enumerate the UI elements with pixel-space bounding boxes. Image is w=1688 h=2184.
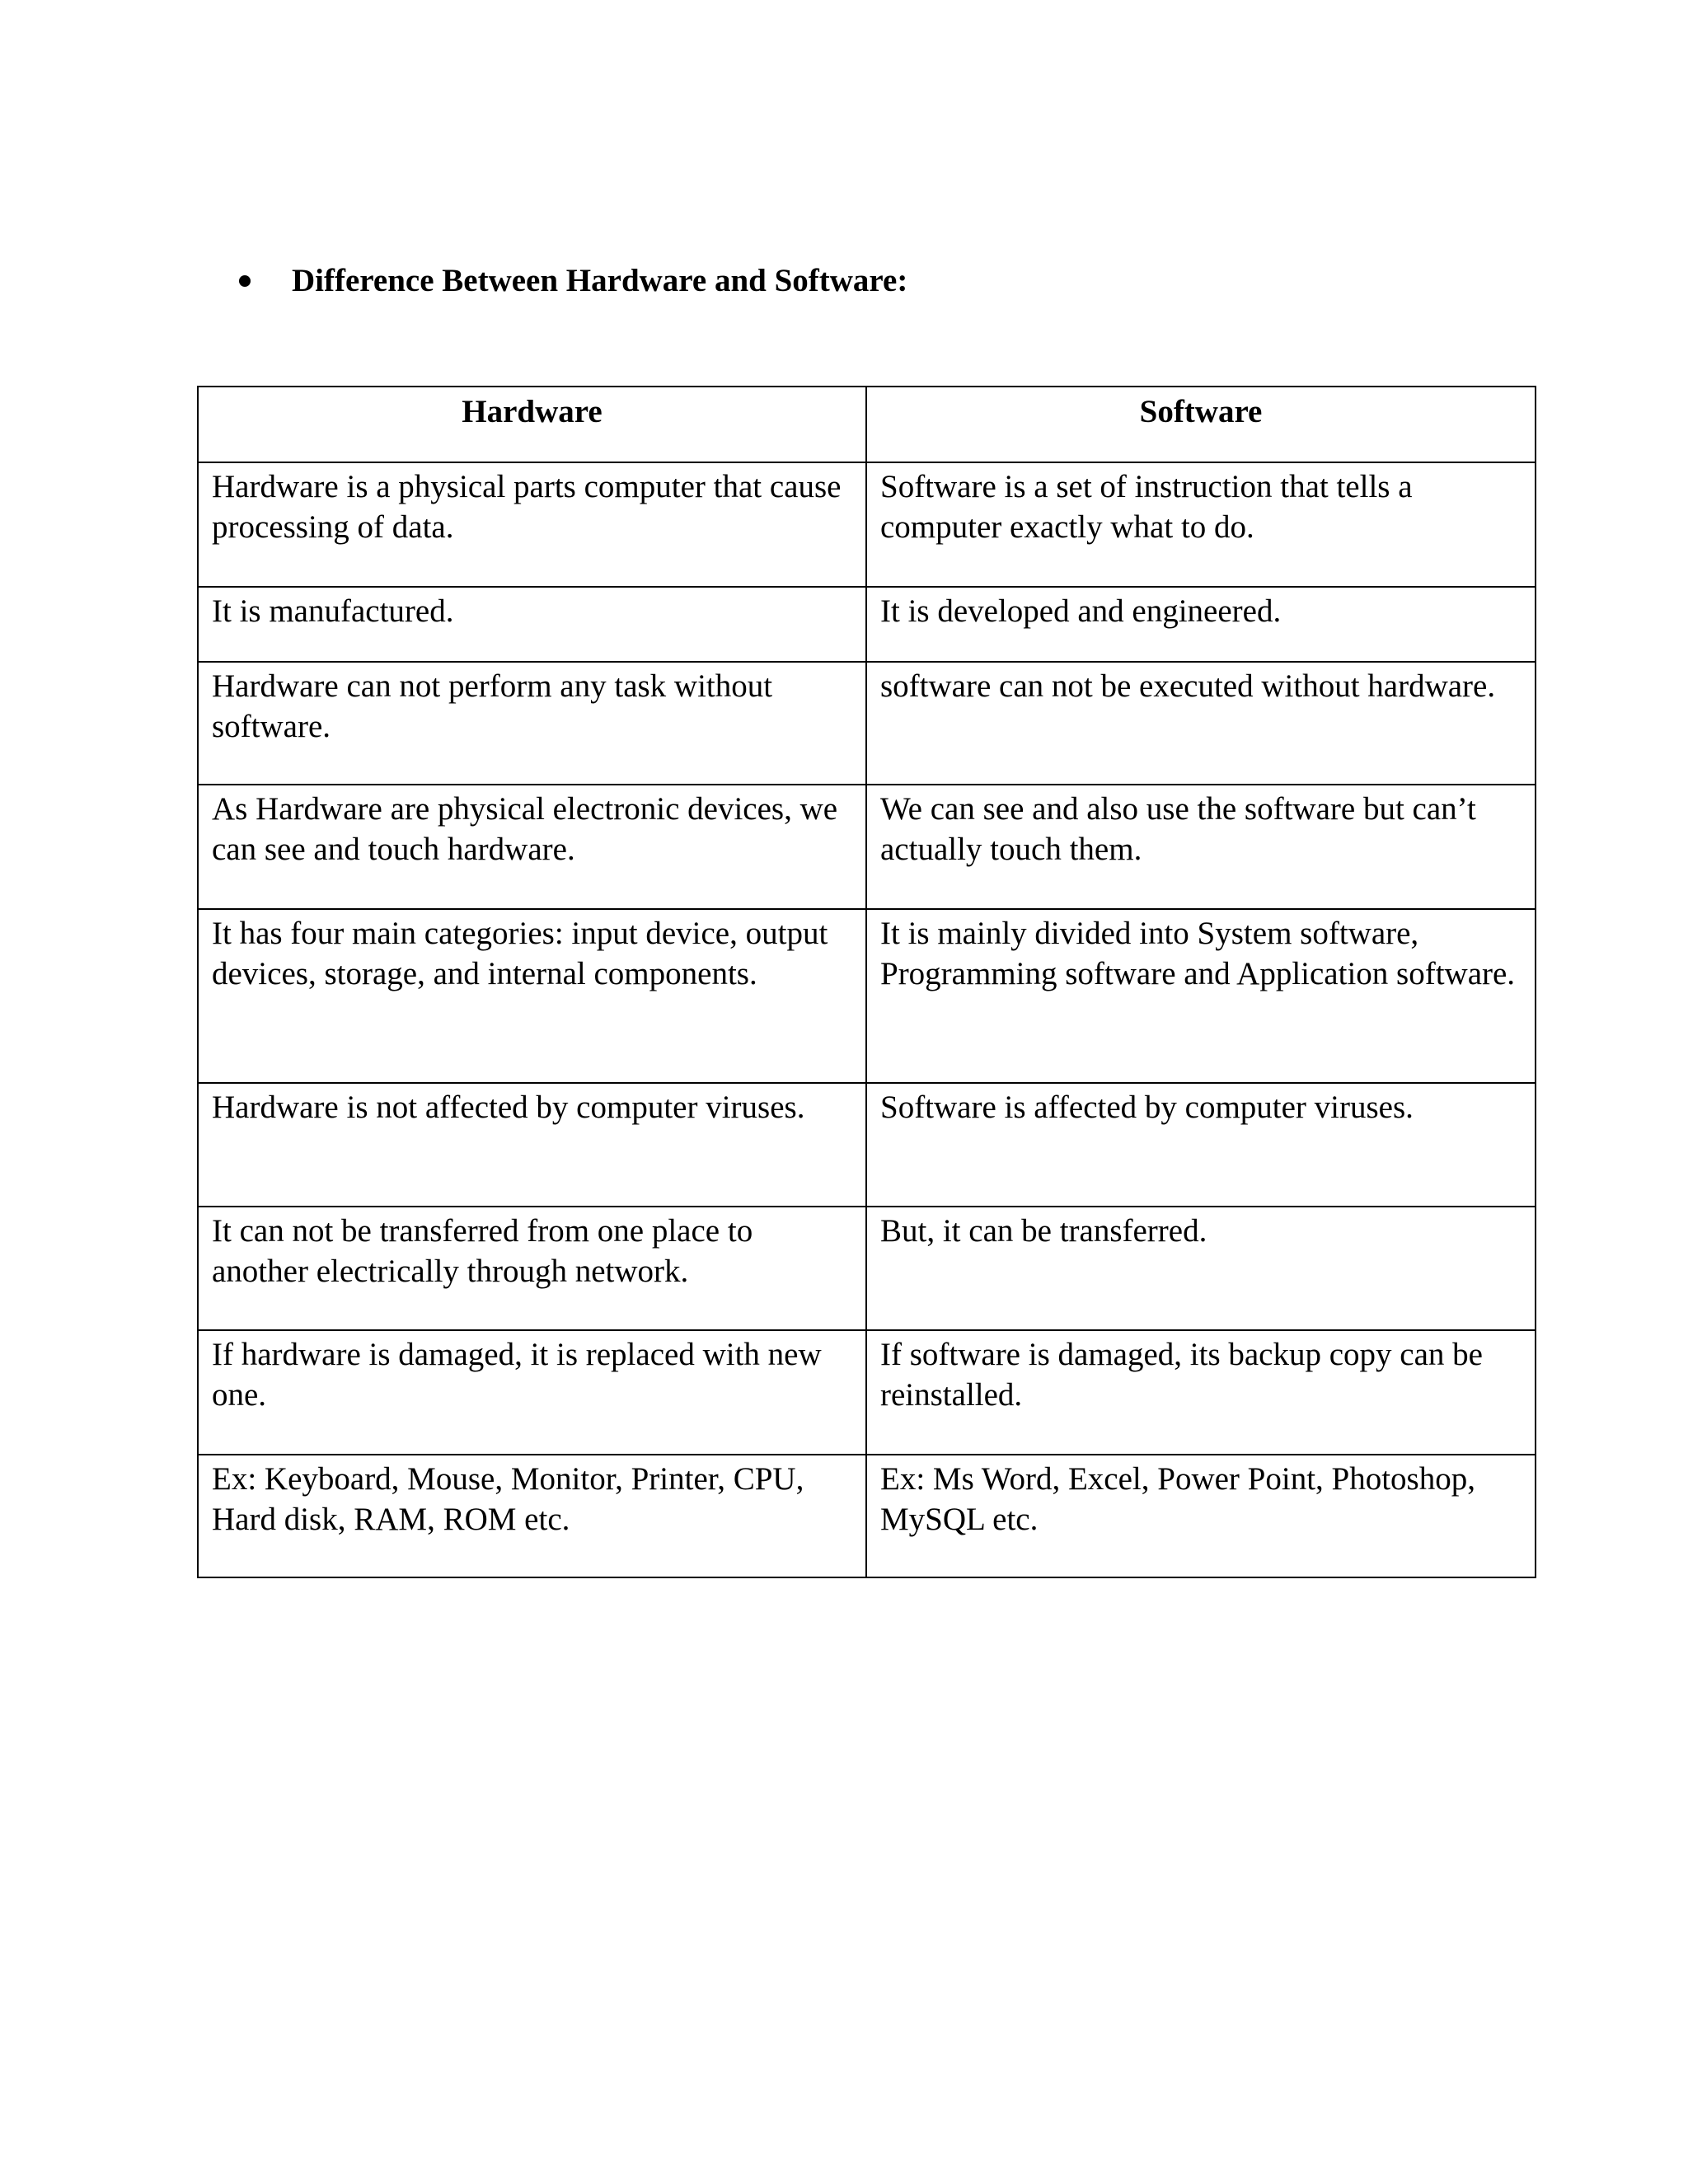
software-cell: Software is affected by computer viruses. — [866, 1083, 1536, 1207]
section-heading — [239, 258, 907, 304]
software-cell: It is developed and engineered. — [866, 587, 1536, 662]
software-cell: It is mainly divided into System software, Programming software and Application software. — [866, 909, 1536, 1083]
hardware-cell: It is manufactured. — [198, 587, 866, 662]
header-hardware: Hardware — [198, 387, 866, 462]
hardware-cell: If hardware is damaged, it is replaced with new one. — [198, 1330, 866, 1455]
hardware-cell: Hardware is a physical parts computer that cause processing of data. — [198, 462, 866, 587]
software-cell: Software is a set of instruction that tells a computer exactly what to do. — [866, 462, 1536, 587]
software-cell: software can not be executed without hardware. — [866, 662, 1536, 785]
hardware-cell: Hardware can not perform any task without software. — [198, 662, 866, 785]
hardware-cell: It can not be transferred from one place to another electrically through network. — [198, 1207, 866, 1330]
software-cell: But, it can be transferred. — [866, 1207, 1536, 1330]
table-header-row — [198, 387, 1536, 462]
table-row — [198, 587, 1536, 662]
header-software: Software — [866, 387, 1536, 462]
table-row — [198, 1455, 1536, 1577]
table-row — [198, 662, 1536, 785]
bullet-icon — [239, 275, 251, 287]
table-row — [198, 1207, 1536, 1330]
table-row — [198, 462, 1536, 587]
software-cell: We can see and also use the software but can’t actually touch them. — [866, 785, 1536, 909]
table-row — [198, 1083, 1536, 1207]
hardware-cell: Ex: Keyboard, Mouse, Monitor, Printer, CPU, Hard disk, RAM, ROM etc. — [198, 1455, 866, 1577]
hardware-cell: As Hardware are physical electronic devices, we can see and touch hardware. — [198, 785, 866, 909]
table-row — [198, 1330, 1536, 1455]
table-row — [198, 909, 1536, 1083]
hardware-cell: It has four main categories: input device, output devices, storage, and internal components. — [198, 909, 866, 1083]
software-cell: Ex: Ms Word, Excel, Power Point, Photoshop, MySQL etc. — [866, 1455, 1536, 1577]
comparison-table — [197, 386, 1536, 1578]
heading-text: Difference Between Hardware and Software: — [292, 263, 908, 298]
software-cell: If software is damaged, its backup copy can be reinstalled. — [866, 1330, 1536, 1455]
hardware-cell: Hardware is not affected by computer viruses. — [198, 1083, 866, 1207]
table-row — [198, 785, 1536, 909]
